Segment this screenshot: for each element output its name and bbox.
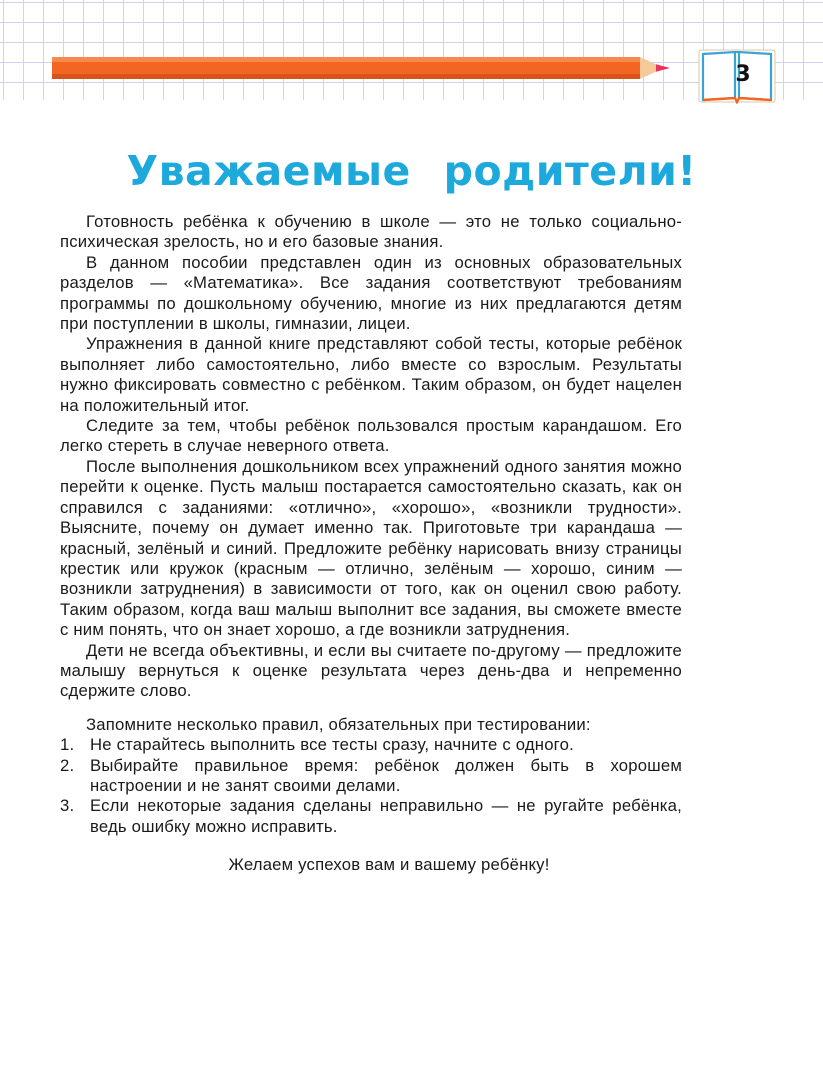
rules-list: [60, 735, 682, 837]
rule-item: [60, 796, 682, 837]
rule-number: 2.: [60, 755, 75, 775]
rule-text: Не старайтесь выполнить все тесты сразу, начните с одного.: [90, 735, 574, 755]
paragraph: Упражнения в данной книге представляют собой тесты, которые ребёнок выполняет либо самостоятельно, либо вместе со взрослым. Результаты нужно фиксировать совместно с ребёнком. Таким образом, он будет нацелен на положительный итог.: [60, 334, 682, 415]
closing-wish: Желаем успехов вам и вашему ребёнку!: [228, 855, 550, 875]
page-number: 3: [735, 62, 751, 87]
paragraph: В данном пособии представлен один из основных образовательных разделов — «Математика». Все задания соответствуют требованиям программы по дошкольному обучению, многие из них предлагаются детям при поступлении в школы, гимназии, лицеи.: [60, 252, 682, 334]
intro-text: [60, 212, 682, 876]
rule-item: [60, 756, 682, 797]
rule-text: Если некоторые задания сделаны неправильно — не ругайте ребёнка, ведь ошибку можно исправить.: [90, 796, 682, 836]
paragraph: После выполнения дошкольником всех упражнений одного занятия можно перейти к оценке. Пусть малыш постарается самостоятельно сказать, как он справился с заданиями: «отлично», «хорошо», «возникли трудности». Выясните, почему он думает именно так. Приготовьте три карандаша — красный, зелёный и синий. Предложите ребёнку нарисовать внизу страницы крестик или кружок (красным — отлично, зелёным — хорошо, синим — возникли затруднения) в зависимости от того, как он оценил свою работу. Таким образом, когда ваш малыш выполнит все задания, вы сможете вместе с ним понять, что он знает хорошо, а где возникли затруднения.: [60, 456, 682, 640]
paragraph: Дети не всегда объективны, и если вы считаете по-другому — предложите малышу вернуться к оценке результата через день-два и непременно сдержите слово.: [60, 640, 682, 701]
rule-item: [60, 735, 682, 755]
rule-text: Выбирайте правильное время: ребёнок должен быть в хорошем настроении и не занят своими делами.: [90, 755, 682, 795]
paragraph: Следите за тем, чтобы ребёнок пользовался простым карандашом. Его легко стереть в случае неверного ответа.: [60, 416, 682, 456]
rule-number: 1.: [60, 735, 75, 755]
rule-number: 3.: [60, 796, 75, 816]
paragraph: Готовность ребёнка к обучению в школе — это не только социально-психическая зрелость, но и его базовые знания.: [60, 212, 682, 252]
rules-intro: Запомните несколько правил, обязательных при тестировании:: [86, 714, 591, 734]
page-title: Уважаемые родители!: [126, 147, 697, 195]
